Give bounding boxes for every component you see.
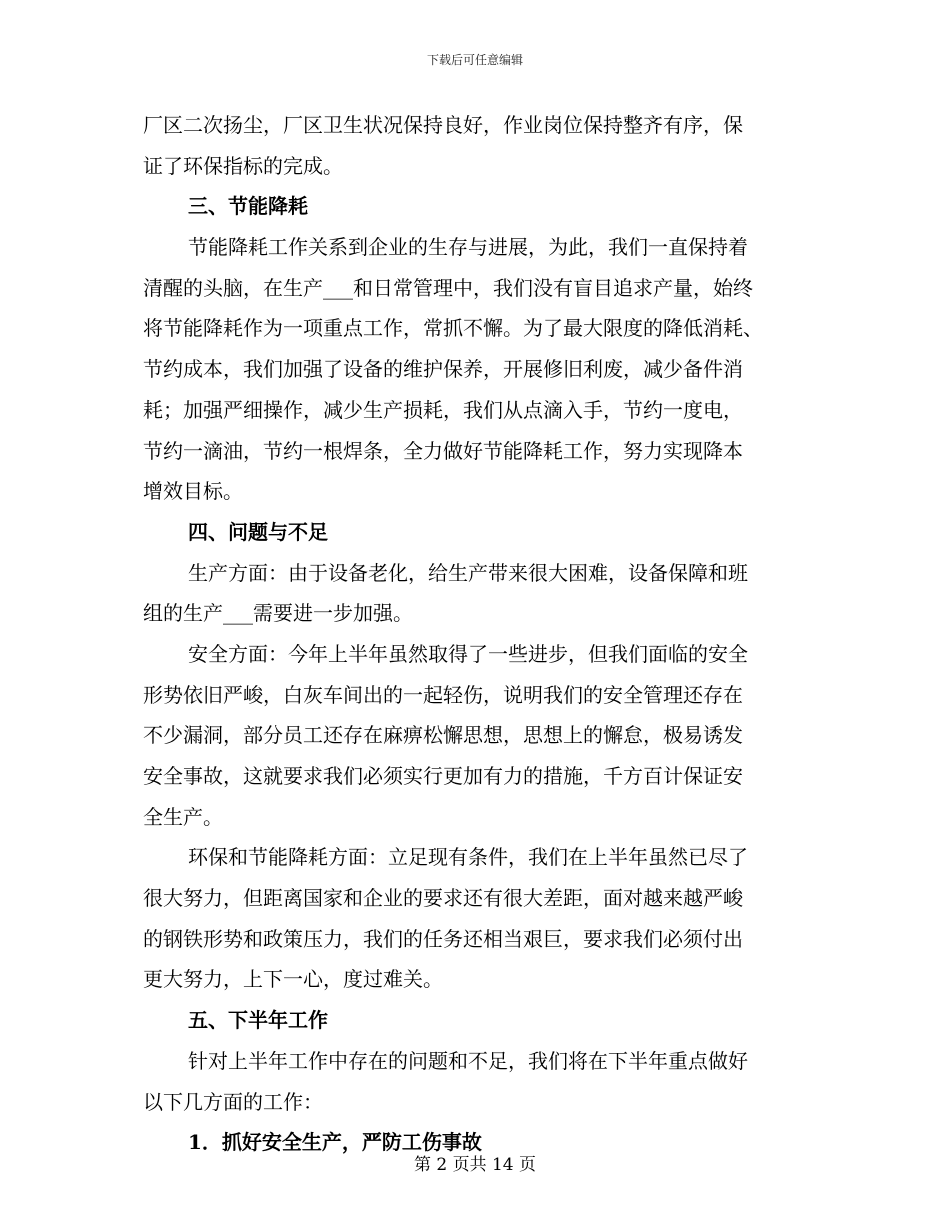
section-heading: 五、下半年工作: [188, 1008, 328, 1033]
text-line: 节能降耗工作关系到企业的生存与进展，为此，我们一直保持着: [188, 235, 748, 260]
document-body: [143, 105, 808, 1163]
section-heading: 四、问题与不足: [188, 519, 328, 544]
text-line: 节约成本，我们加强了设备的维护保养，开展修旧利废，减少备件消: [143, 357, 743, 382]
text-line: 生产方面：由于设备老化，给生产带来很大困难，设备保障和班: [188, 560, 748, 585]
text-line: 安全方面：今年上半年虽然取得了一些进步，但我们面临的安全: [188, 641, 748, 666]
text-line: 形势依旧严峻，白灰车间出的一起轻伤，说明我们的安全管理还存在: [143, 682, 743, 707]
text-line: 更大努力，上下一心，度过难关。: [143, 967, 443, 992]
text-line: 节约一滴油，节约一根焊条，全力做好节能降耗工作，努力实现降本: [143, 438, 743, 463]
text-line: 不少漏洞，部分员工还存在麻痹松懈思想，思想上的懈怠，极易诱发: [143, 723, 743, 748]
text-line: 的钢铁形势和政策压力，我们的任务还相当艰巨，要求我们必须付出: [143, 926, 743, 951]
text-line: 以下几方面的工作：: [143, 1089, 323, 1114]
text-line: 安全事故，这就要求我们必须实行更加有力的措施，千方百计保证安: [143, 764, 743, 788]
text-line: 针对上半年工作中存在的问题和不足，我们将在下半年重点做好: [188, 1048, 748, 1073]
text-line: 组的生产___需要进一步加强。: [143, 601, 413, 626]
subsection-heading: 1．抓好安全生产，严防工伤事故: [188, 1130, 482, 1155]
page-footer: 第 2 页共 14 页: [413, 1155, 537, 1175]
text-line: 全生产。: [143, 804, 223, 829]
text-line: 厂区二次扬尘，厂区卫生状况保持良好，作业岗位保持整齐有序，保: [143, 113, 743, 137]
text-line: 很大努力，但距离国家和企业的要求还有很大差距，面对越来越严峻: [143, 886, 743, 911]
page-header: 下载后可任意编辑: [426, 53, 523, 67]
text-line: 将节能降耗作为一项重点工作，常抓不懈。为了最大限度的降低消耗、: [143, 316, 763, 341]
text-line: 增效目标。: [143, 479, 243, 504]
text-line: 证了环保指标的完成。: [143, 153, 343, 178]
section-heading: 三、节能降耗: [188, 194, 308, 219]
text-line: 耗；加强严细操作，减少生产损耗，我们从点滴入手，节约一度电，: [143, 397, 743, 422]
text-line: 环保和节能降耗方面：立足现有条件，我们在上半年虽然已尽了: [188, 845, 748, 870]
text-line: 清醒的头脑，在生产___和日常管理中，我们没有盲目追求产量，始终: [143, 275, 753, 300]
